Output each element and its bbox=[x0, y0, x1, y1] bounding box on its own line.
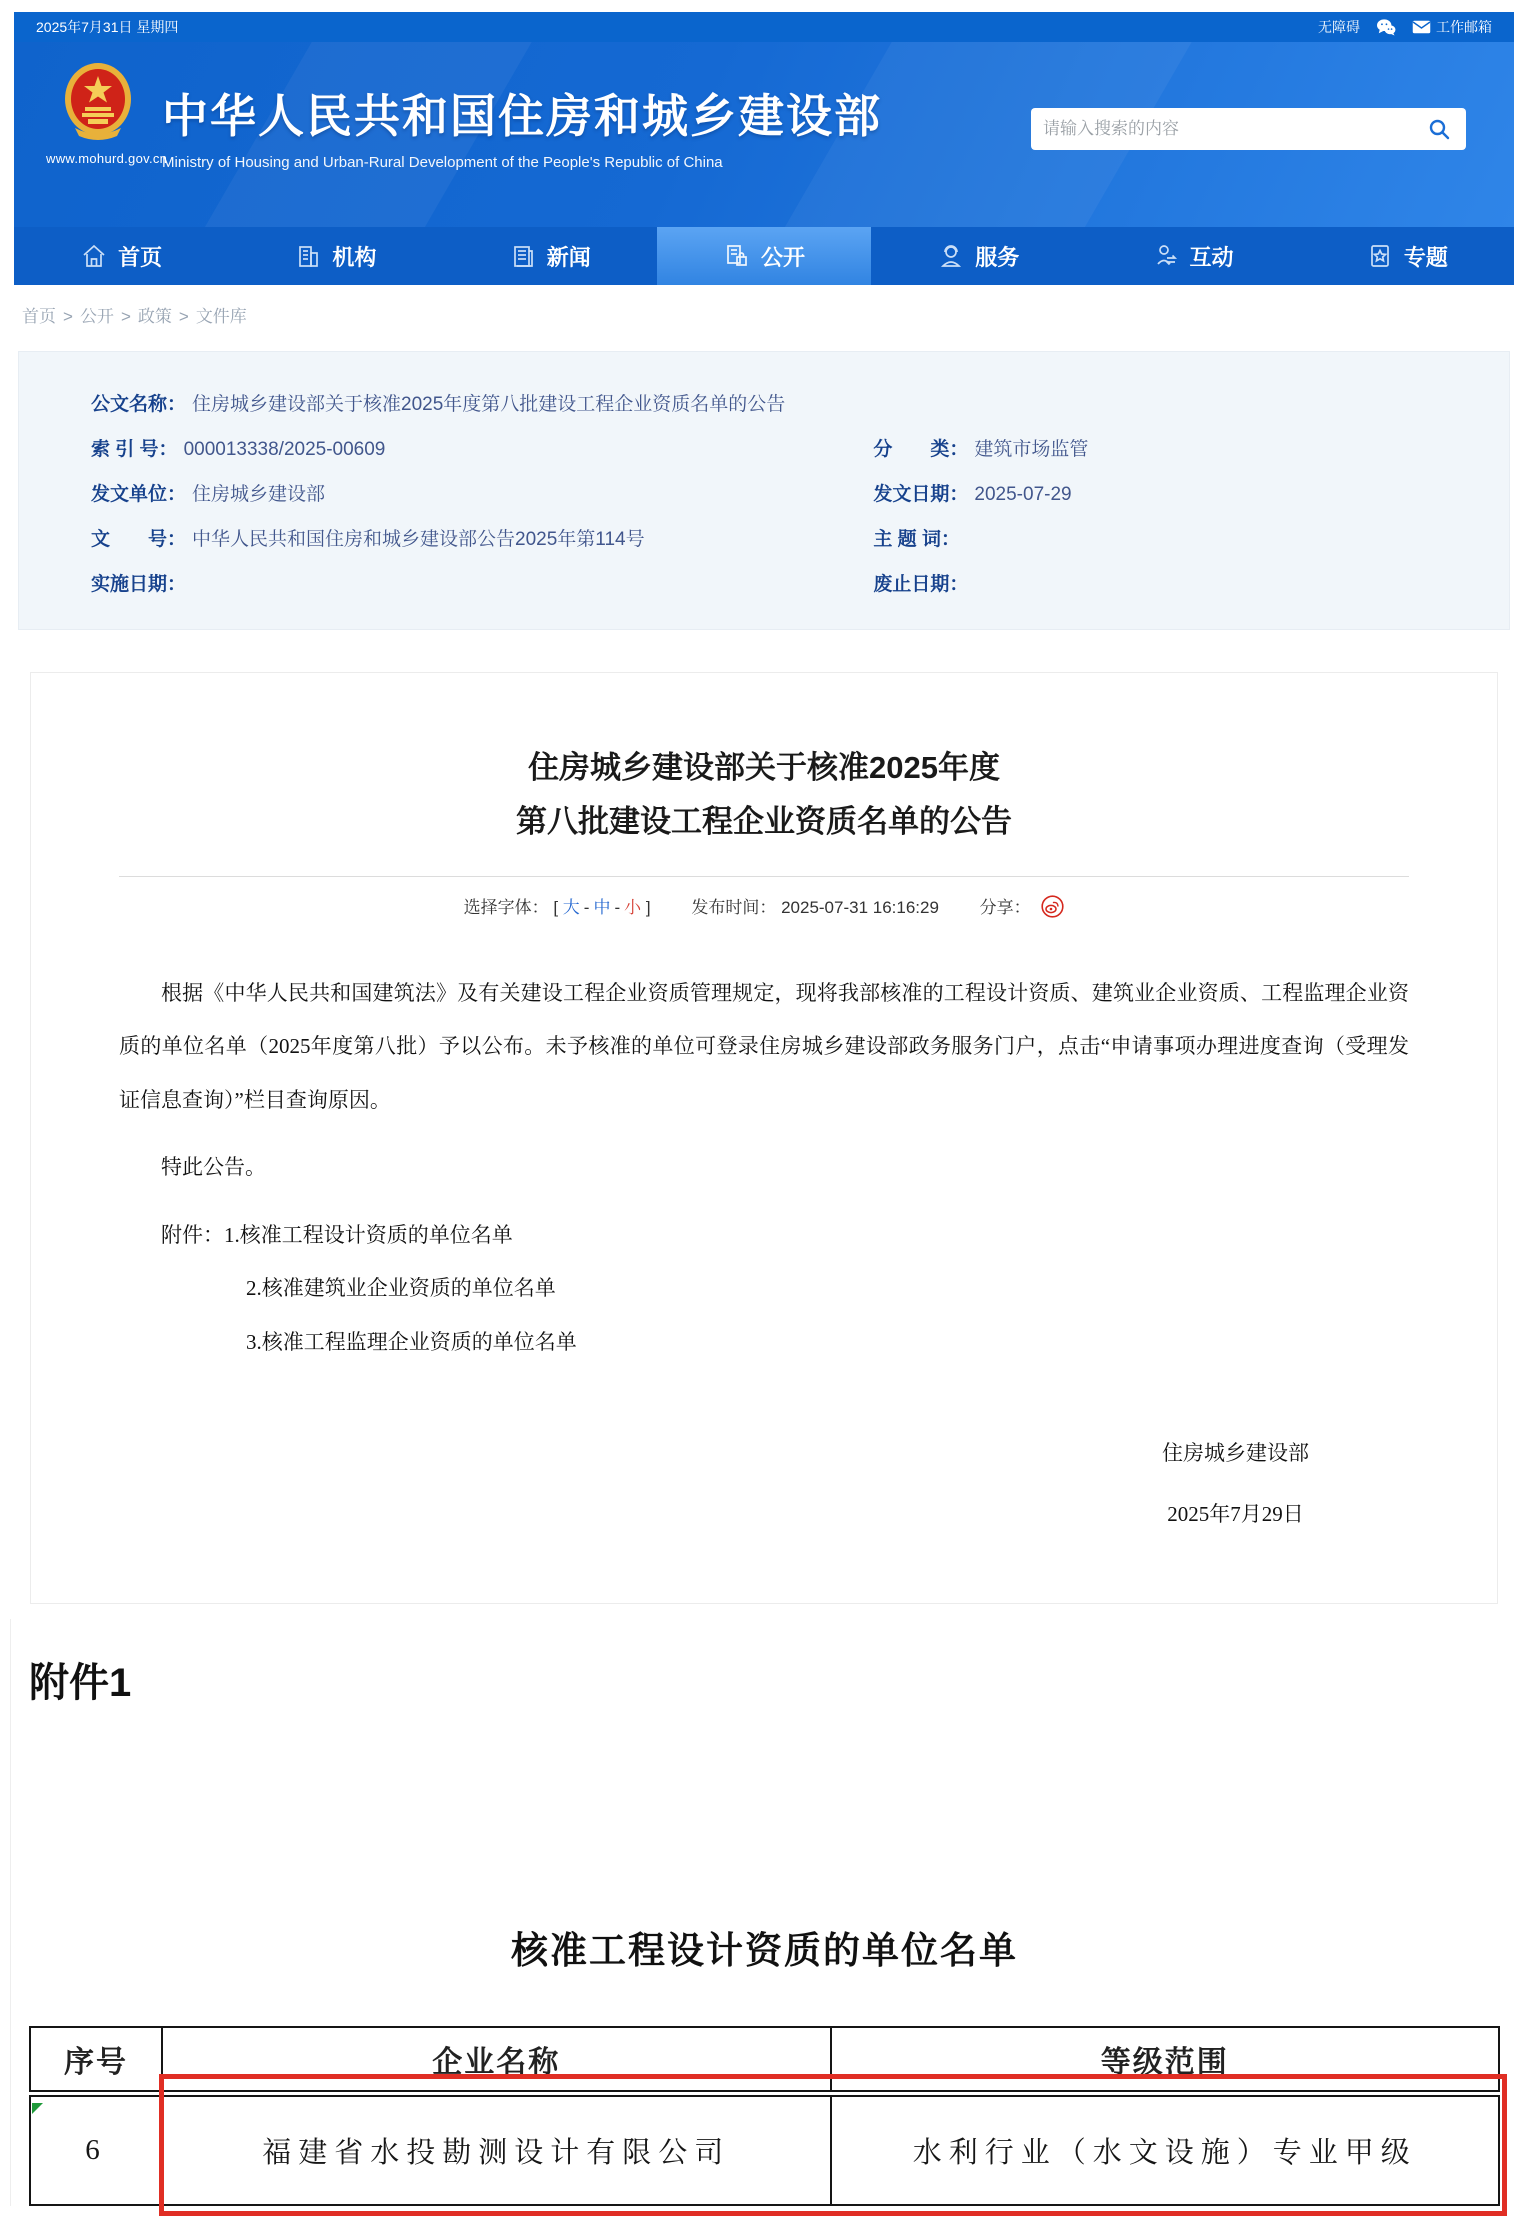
col-header-name: 企业名称 bbox=[162, 2027, 831, 2093]
site-header bbox=[14, 12, 1514, 285]
share-control: 分享： bbox=[980, 898, 1065, 917]
announcement-article bbox=[30, 672, 1498, 1604]
publish-time: 发布时间： 2025-07-31 16:16:29 bbox=[691, 897, 939, 917]
article-title: 住房城乡建设部关于核准2025年度 第八批建设工程企业资质名单的公告 bbox=[516, 750, 1012, 840]
breadcrumb: 首页 > 公开 > 政策 > 文件库 bbox=[22, 307, 247, 326]
cell-seq: 6 bbox=[30, 2093, 162, 2205]
site-banner bbox=[14, 42, 1514, 227]
cell-name: 福建省水投勘测设计有限公司 bbox=[162, 2093, 831, 2205]
nav-item-services[interactable]: 服务 bbox=[871, 227, 1085, 285]
article-meta-row bbox=[119, 877, 1409, 927]
site-name-en: Ministry of Housing and Urban-Rural Development of the People's Republic of China bbox=[162, 154, 723, 171]
nav-item-disclosure[interactable]: 公开 bbox=[657, 227, 871, 285]
meta-impl-date: 实施日期： bbox=[91, 574, 187, 595]
meta-category: 分 类： 建筑市场监管 bbox=[873, 439, 1089, 460]
open-files-icon bbox=[723, 242, 751, 270]
search-input[interactable] bbox=[1043, 119, 1424, 139]
nav-item-topics[interactable]: 专题 bbox=[1300, 227, 1514, 285]
meta-subject: 主 题 词： bbox=[873, 529, 960, 550]
weibo-share-icon[interactable] bbox=[1041, 895, 1064, 923]
work-mailbox-link[interactable]: 工作邮箱 bbox=[1412, 17, 1492, 37]
accessibility-link[interactable]: 无障碍 bbox=[1318, 19, 1360, 35]
attachments-list: 附件： 1.核准工程设计资质的单位名单 2.核准建筑业企业资质的单位名单 3.核准工程监理企业资质的单位名单 bbox=[119, 1209, 1409, 1370]
nav-item-home[interactable]: 首页 bbox=[14, 227, 228, 285]
attachment-heading: 附件1 bbox=[29, 1661, 132, 1706]
breadcrumb-home[interactable]: 首页 bbox=[22, 307, 56, 326]
envelope-icon bbox=[1412, 20, 1431, 34]
building-icon bbox=[294, 242, 322, 270]
font-size-small-button[interactable]: 小 bbox=[624, 897, 642, 917]
nav-item-organization[interactable]: 机构 bbox=[228, 227, 442, 285]
breadcrumb-library[interactable]: 文件库 bbox=[195, 307, 247, 326]
font-size-large-button[interactable]: 大 bbox=[562, 897, 580, 917]
cell-corner-marker bbox=[32, 2103, 43, 2114]
qualification-table-wrap bbox=[29, 2026, 1500, 2206]
document-meta-panel bbox=[18, 351, 1510, 630]
nav-item-news[interactable]: 新闻 bbox=[443, 227, 657, 285]
current-date: 2025年7月31日 星期四 bbox=[36, 19, 179, 35]
top-utility-bar bbox=[14, 12, 1514, 42]
meta-issue-date: 发文日期： 2025-07-29 bbox=[873, 484, 1072, 505]
font-size-selector: 选择字体： [ 大 - 中 - 小 ] bbox=[463, 897, 651, 917]
main-nav bbox=[14, 227, 1514, 285]
signature-block bbox=[119, 1423, 1409, 1545]
attachment-1-section bbox=[10, 1619, 1518, 2206]
meta-doc-name: 公文名称： 住房城乡建设部关于核准2025年度第八批建设工程企业资质名单的公告 bbox=[91, 394, 786, 415]
attachment-link-1[interactable]: 1.核准工程设计资质的单位名单 bbox=[224, 1222, 513, 1247]
site-name: 中华人民共和国住房和城乡建设部 bbox=[162, 90, 882, 142]
qualification-table bbox=[29, 2026, 1500, 2206]
newspaper-icon bbox=[509, 242, 537, 270]
attachment-link-3[interactable]: 3.核准工程监理企业资质的单位名单 bbox=[246, 1329, 577, 1354]
article-body bbox=[119, 967, 1409, 1546]
star-badge-icon bbox=[1366, 242, 1394, 270]
meta-doc-no: 文 号： 中华人民共和国住房和城乡建设部公告2025年第114号 bbox=[91, 529, 645, 550]
nav-item-interaction[interactable]: 互动 bbox=[1085, 227, 1299, 285]
col-header-seq: 序号 bbox=[30, 2027, 162, 2093]
service-agent-icon bbox=[937, 242, 965, 270]
search-icon[interactable] bbox=[1424, 114, 1454, 144]
national-emblem bbox=[46, 62, 168, 166]
font-size-medium-button[interactable]: 中 bbox=[593, 897, 611, 917]
search-box bbox=[1031, 108, 1466, 150]
attachment-link-2[interactable]: 2.核准建筑业企业资质的单位名单 bbox=[246, 1276, 556, 1301]
signer: 住房城乡建设部 bbox=[1162, 1441, 1309, 1466]
breadcrumb-disclosure[interactable]: 公开 bbox=[79, 307, 114, 326]
site-url: www.mohurd.gov.cn bbox=[46, 151, 168, 166]
table-row bbox=[30, 2093, 1499, 2205]
table-header-row bbox=[30, 2027, 1499, 2093]
meta-repeal-date: 废止日期： bbox=[873, 574, 969, 595]
article-paragraph: 根据《中华人民共和国建筑法》及有关建设工程企业资质管理规定，现将我部核准的工程设计资质、建筑业企业资质、工程监理企业资质的单位名单（2025年度第八批）予以公布。未予核准的单位可登录住房城乡建设部政务服务门户，点击“申请事项办理进度查询（受理发证信息查询）”栏目查询原因。 bbox=[119, 980, 1409, 1112]
wechat-icon[interactable] bbox=[1376, 18, 1396, 36]
col-header-grade: 等级范围 bbox=[831, 2027, 1500, 2093]
sign-date: 2025年7月29日 bbox=[1167, 1502, 1304, 1527]
home-icon bbox=[80, 242, 108, 270]
site-titles bbox=[162, 80, 882, 171]
interaction-icon bbox=[1152, 242, 1180, 270]
meta-issuer: 发文单位： 住房城乡建设部 bbox=[91, 484, 326, 505]
meta-index-no: 索 引 号： 000013338/2025-00609 bbox=[91, 439, 386, 460]
cell-grade: 水利行业（水文设施）专业甲级 bbox=[831, 2093, 1500, 2205]
attachment-title: 核准工程设计资质的单位名单 bbox=[511, 1930, 1018, 1972]
breadcrumb-policy[interactable]: 政策 bbox=[137, 307, 172, 326]
article-notice: 特此公告。 bbox=[161, 1155, 266, 1180]
